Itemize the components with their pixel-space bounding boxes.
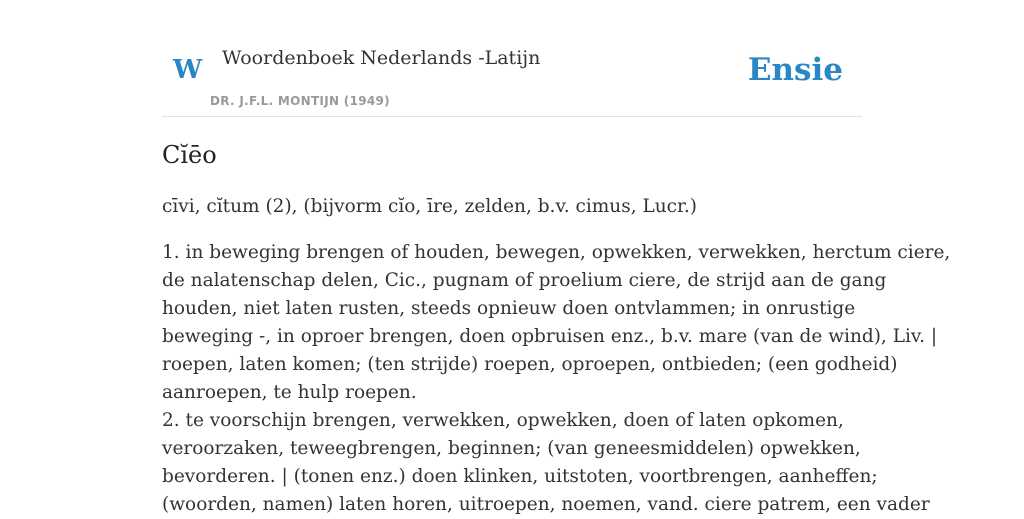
ensie-brand-link[interactable]: Ensie	[747, 52, 843, 88]
dictionary-header	[162, 0, 862, 117]
definition-line: veroorzaken, teweegbrengen, beginnen; (van geneesmiddelen) opwekken,	[162, 438, 861, 459]
definition-line: 2. te voorschijn brengen, verwekken, opwekken, doen of laten opkomen,	[162, 410, 844, 431]
definition-line: roepen, laten komen; (ten strijde) roepen, oproepen, ontbieden; (een godheid)	[162, 354, 898, 375]
dictionary-logo[interactable]: W	[173, 55, 203, 85]
definition-line: beweging -, in oproer brengen, doen opbruisen enz., b.v. mare (van de wind), Liv. |	[162, 326, 938, 347]
definition-line: de nalatenschap delen, Cic., pugnam of proelium ciere, de strijd aan de gang	[162, 270, 887, 291]
dictionary-page	[162, 0, 951, 515]
dictionary-author: DR. J.F.L. MONTIJN (1949)	[210, 94, 390, 108]
entry-headword: Cĭēo	[162, 141, 217, 169]
entry-principal-parts: cīvi, cĭtum (2), (bijvorm cĭo, īre, zelden, b.v. cimus, Lucr.)	[162, 196, 697, 217]
entry-definition	[162, 239, 951, 519]
definition-line: houden, niet laten rusten, steeds opnieuw doen ontvlammen; in onrustige	[162, 298, 856, 319]
dictionary-title[interactable]: Woordenboek Nederlands -Latijn	[222, 47, 541, 69]
definition-line: (woorden, namen) laten horen, uitroepen, noemen, vand. ciere patrem, een vader	[162, 494, 930, 515]
definition-line: bevorderen. | (tonen enz.) doen klinken, uitstoten, voortbrengen, aanheffen;	[162, 466, 878, 487]
definition-line: 1. in beweging brengen of houden, bewegen, opwekken, verwekken, herctum ciere,	[162, 242, 951, 263]
definition-line: aanroepen, te hulp roepen.	[162, 382, 417, 403]
